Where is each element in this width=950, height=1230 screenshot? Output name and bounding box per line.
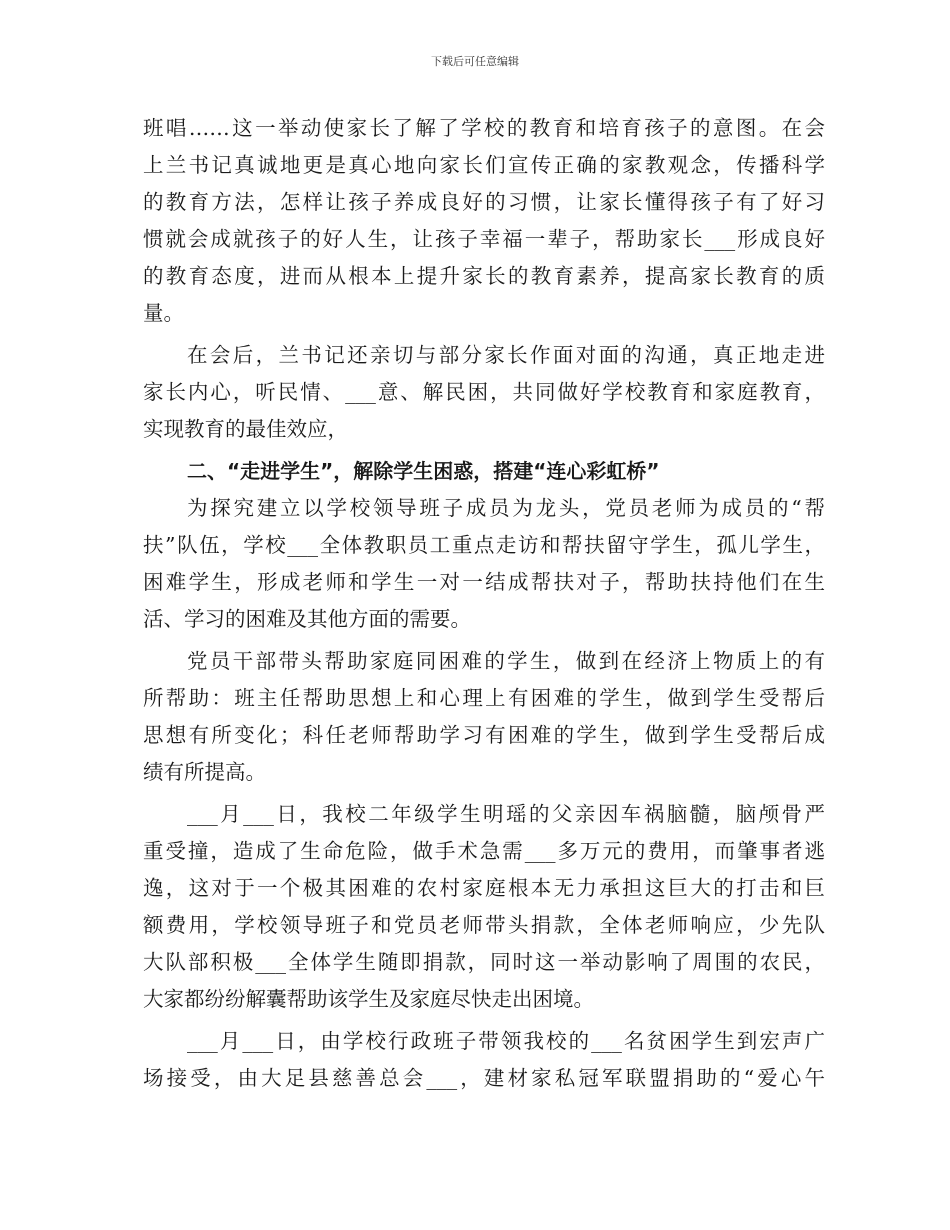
- section-heading: 二、“走进学生”，解除学生困惑，搭建“连心彩虹桥”: [187, 459, 660, 483]
- page-header-note: 下载后可任意编辑: [431, 55, 519, 68]
- text-line: 为探究建立以学校领导班子成员为龙头，党员老师为成员的“帮: [187, 496, 825, 520]
- paragraph: [143, 643, 825, 791]
- text-line: 大家都纷纷解囊帮助该学生及家庭尽快走出困境。: [143, 987, 594, 1011]
- text-line: 在会后，兰书记还亲切与部分家长作面对面的沟通，真正地走进: [187, 343, 825, 367]
- text-line: 绩有所提高。: [143, 760, 266, 784]
- text-line: 上兰书记真诚地更是真心地向家长们宣传正确的家教观念，传播科学: [143, 153, 825, 177]
- text-line: 思想有所变化；科任老师帮助学习有困难的学生，做到学生受帮后成: [143, 723, 825, 747]
- text-line: 困难学生，形成老师和学生一对一结成帮扶对子，帮助扶持他们在生: [143, 570, 825, 594]
- text-line: 大队部积极___全体学生随即捐款，同时这一举动影响了周围的农民，: [143, 950, 825, 974]
- text-line: 的教育方法，怎样让孩子养成良好的习惯，让家长懂得孩子有了好习: [143, 190, 825, 214]
- text-line: 扶”队伍，学校___全体教职员工重点走访和帮扶留守学生，孤儿学生，: [143, 533, 825, 557]
- text-line: 惯就会成就孩子的好人生，让孩子幸福一辈子，帮助家长___形成良好: [143, 227, 825, 251]
- text-line: ___月___日，由学校行政班子带领我校的___名贫困学生到宏声广: [187, 1029, 825, 1053]
- text-line: 家长内心，听民情、___意、解民困，共同做好学校教育和家庭教育，: [143, 380, 825, 404]
- text-line: 的教育态度，进而从根本上提升家长的教育素养，提高家长教育的质: [143, 264, 825, 288]
- text-line: 活、学习的困难及其他方面的需要。: [143, 607, 471, 631]
- text-line: 逸，这对于一个极其困难的农村家庭根本无力承担这巨大的打击和巨: [143, 876, 825, 900]
- text-line: 量。: [143, 301, 184, 325]
- text-line: 实现教育的最佳效应，: [143, 417, 348, 441]
- text-line: ___月___日，我校二年级学生明瑶的父亲因车祸脑髓，脑颅骨严: [187, 802, 825, 826]
- text-line: 场接受，由大足县慈善总会___，建材家私冠军联盟捐助的“爱心午: [143, 1066, 825, 1090]
- paragraph: [143, 1023, 825, 1097]
- paragraph: [143, 490, 825, 638]
- text-line: 所帮助：班主任帮助思想上和心理上有困难的学生，做到学生受帮后: [143, 686, 825, 710]
- paragraph: [143, 110, 825, 332]
- text-line: 重受撞，造成了生命危险，做手术急需___多万元的费用，而肇事者逃: [143, 839, 825, 863]
- text-line: 额费用，学校领导班子和党员老师带头捐款，全体老师响应，少先队: [143, 913, 825, 937]
- paragraph: [143, 337, 825, 448]
- document-body: [143, 110, 825, 1097]
- paragraph: [143, 796, 825, 1018]
- text-line: 班唱……这一举动使家长了解了学校的教育和培育孩子的意图。在会: [143, 116, 825, 140]
- text-line: 党员干部带头帮助家庭同困难的学生，做到在经济上物质上的有: [187, 649, 825, 673]
